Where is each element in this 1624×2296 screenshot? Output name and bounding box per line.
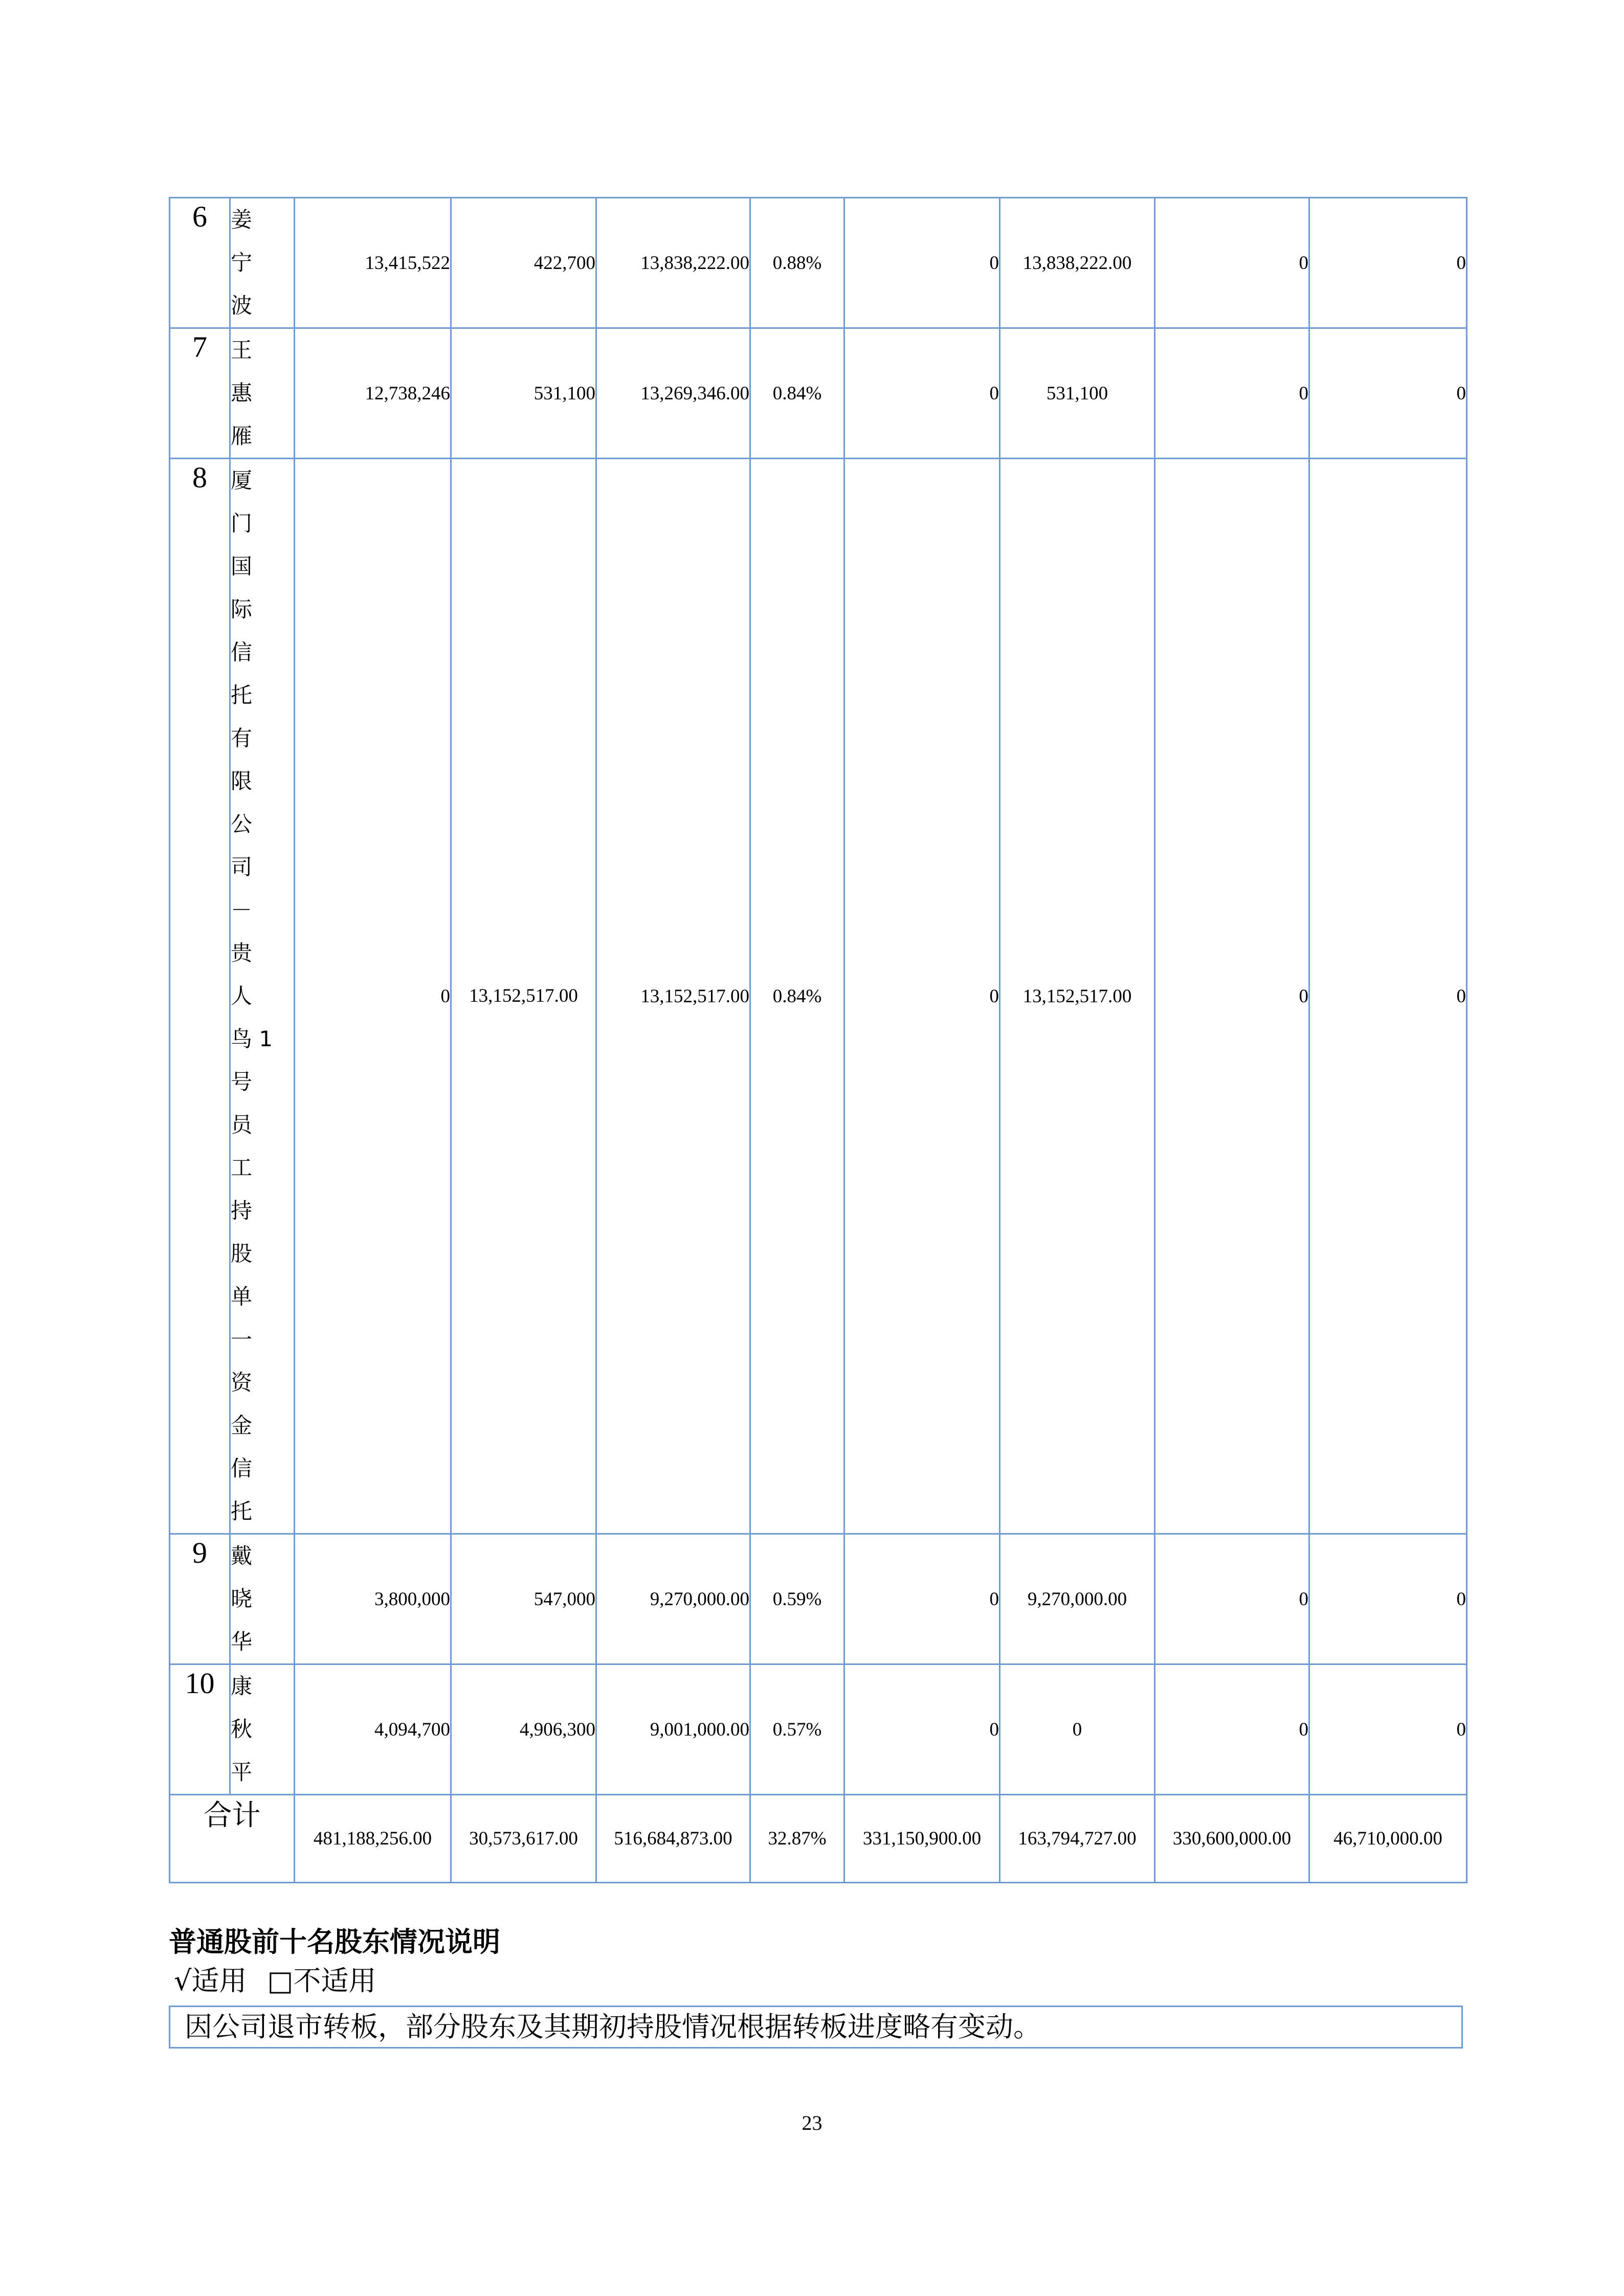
value-cell: 0 xyxy=(295,459,451,1534)
table-row xyxy=(170,1534,1467,1664)
name-char: 宁 xyxy=(231,250,253,275)
name-char: 华 xyxy=(231,1629,253,1654)
name-char: 国 xyxy=(231,554,253,579)
value-cell: 3,800,000 xyxy=(295,1534,451,1664)
value-cell: 0 xyxy=(1155,1664,1309,1795)
name-char: 金 xyxy=(231,1413,253,1438)
shareholder-name xyxy=(230,1534,295,1664)
name-char: 平 xyxy=(231,1760,253,1785)
value-cell: 0 xyxy=(1155,328,1309,459)
name-char: 姜 xyxy=(231,207,253,232)
name-char: 托 xyxy=(231,683,253,708)
name-char: 晓 xyxy=(231,1586,253,1611)
name-char: 人 xyxy=(231,983,253,1008)
name-char: 号 xyxy=(231,1069,253,1094)
table-row xyxy=(170,459,1467,1534)
shareholder-name xyxy=(230,328,295,459)
name-char: 托 xyxy=(231,1499,253,1524)
table-row xyxy=(170,328,1467,459)
shareholder-name xyxy=(230,198,295,328)
table-row xyxy=(170,1664,1467,1795)
value-cell: 12,738,246 xyxy=(295,328,451,459)
name-char: 单 xyxy=(231,1284,253,1309)
name-char: 持 xyxy=(231,1198,253,1223)
percentage-cell: 0.57% xyxy=(750,1664,844,1795)
applicability-options xyxy=(174,1963,376,1999)
name-char: － xyxy=(231,897,253,922)
name-char: 鸟 1 xyxy=(231,1026,273,1051)
not-applicable-label: 不适用 xyxy=(293,1965,376,1997)
total-cell: 516,684,873.00 xyxy=(596,1795,750,1883)
percentage-cell: 0.88% xyxy=(750,198,844,328)
applicable-label: 适用 xyxy=(191,1965,247,1997)
name-char: 员 xyxy=(231,1112,253,1137)
row-number: 7 xyxy=(170,328,230,459)
percentage-cell: 0.84% xyxy=(750,459,844,1534)
value-cell: 0 xyxy=(1309,198,1467,328)
name-char: 波 xyxy=(231,293,253,318)
name-char: 有 xyxy=(231,726,253,751)
value-cell: 422,700 xyxy=(451,198,596,328)
shareholder-name xyxy=(230,1664,295,1795)
name-char: 厦 xyxy=(231,468,253,493)
note-box: 因公司退市转板，部分股东及其期初持股情况根据转板进度略有变动。 xyxy=(169,2006,1463,2049)
row-number: 8 xyxy=(170,459,230,1534)
name-char: 秋 xyxy=(231,1717,253,1742)
value-cell: 531,100 xyxy=(451,328,596,459)
page-number: 23 xyxy=(802,2111,822,2134)
value-cell: 0 xyxy=(1309,328,1467,459)
total-cell: 30,573,617.00 xyxy=(451,1795,596,1883)
row-number: 6 xyxy=(170,198,230,328)
value-cell: 531,100 xyxy=(1000,328,1155,459)
shareholders-table xyxy=(169,197,1467,1883)
value-cell: 13,152,517.00 xyxy=(1000,459,1155,1534)
value-cell: 0 xyxy=(1155,1534,1309,1664)
name-char: 康 xyxy=(231,1674,253,1699)
value-cell: 9,270,000.00 xyxy=(596,1534,750,1664)
total-cell: 481,188,256.00 xyxy=(295,1795,451,1883)
value-cell: 0 xyxy=(1000,1664,1155,1795)
row-number: 10 xyxy=(170,1664,230,1795)
total-percentage: 32.87% xyxy=(750,1795,844,1883)
table-row xyxy=(170,198,1467,328)
value-cell: 13,152,517.00 xyxy=(596,459,750,1534)
name-char: 公 xyxy=(231,812,253,837)
name-char: 惠 xyxy=(231,380,253,406)
value-cell: 0 xyxy=(1309,459,1467,1534)
shareholder-name xyxy=(230,459,295,1534)
value-cell: 0 xyxy=(844,459,1000,1534)
value-cell: 0 xyxy=(1155,459,1309,1534)
checkmark-icon: √ xyxy=(174,1965,192,1997)
value-cell: 9,270,000.00 xyxy=(1000,1534,1155,1664)
name-char: 门 xyxy=(231,511,253,536)
name-char: 王 xyxy=(231,337,253,363)
value-cell: 0 xyxy=(844,1534,1000,1664)
percentage-cell: 0.84% xyxy=(750,328,844,459)
value-cell: 4,906,300 xyxy=(451,1664,596,1795)
value-cell: 547,000 xyxy=(451,1534,596,1664)
name-char: 雁 xyxy=(231,423,253,448)
row-number: 9 xyxy=(170,1534,230,1664)
value-cell: 13,838,222.00 xyxy=(596,198,750,328)
total-cell: 330,600,000.00 xyxy=(1155,1795,1309,1883)
value-cell: 4,094,700 xyxy=(295,1664,451,1795)
total-cell: 331,150,900.00 xyxy=(844,1795,1000,1883)
name-char: 资 xyxy=(231,1370,253,1395)
name-char: 戴 xyxy=(231,1543,253,1568)
value-cell: 0 xyxy=(1155,198,1309,328)
name-char: 司 xyxy=(231,854,253,880)
value-cell: 13,415,522 xyxy=(295,198,451,328)
name-char: 股 xyxy=(231,1241,253,1266)
name-char: 一 xyxy=(231,1327,253,1352)
value-cell: 13,838,222.00 xyxy=(1000,198,1155,328)
section-title: 普通股前十名股东情况说明 xyxy=(169,1926,500,1958)
value-cell: 13,152,517.00 xyxy=(451,459,596,1534)
value-cell: 0 xyxy=(844,198,1000,328)
name-char: 信 xyxy=(231,640,253,665)
value-cell: 0 xyxy=(844,1664,1000,1795)
value-cell: 0 xyxy=(1309,1534,1467,1664)
total-cell: 46,710,000.00 xyxy=(1309,1795,1467,1883)
value-cell: 13,269,346.00 xyxy=(596,328,750,459)
total-cell: 163,794,727.00 xyxy=(1000,1795,1155,1883)
value-cell: 0 xyxy=(844,328,1000,459)
name-char: 限 xyxy=(231,769,253,794)
value-cell: 0 xyxy=(1309,1664,1467,1795)
name-char: 信 xyxy=(231,1456,253,1481)
total-label: 合计 xyxy=(170,1795,295,1883)
name-char: 贵 xyxy=(231,940,253,965)
total-row xyxy=(170,1795,1467,1883)
percentage-cell: 0.59% xyxy=(750,1534,844,1664)
name-char: 际 xyxy=(231,597,253,622)
value-cell: 9,001,000.00 xyxy=(596,1664,750,1795)
checkbox-empty-icon: □ xyxy=(267,1965,294,1997)
name-char: 工 xyxy=(231,1155,253,1180)
